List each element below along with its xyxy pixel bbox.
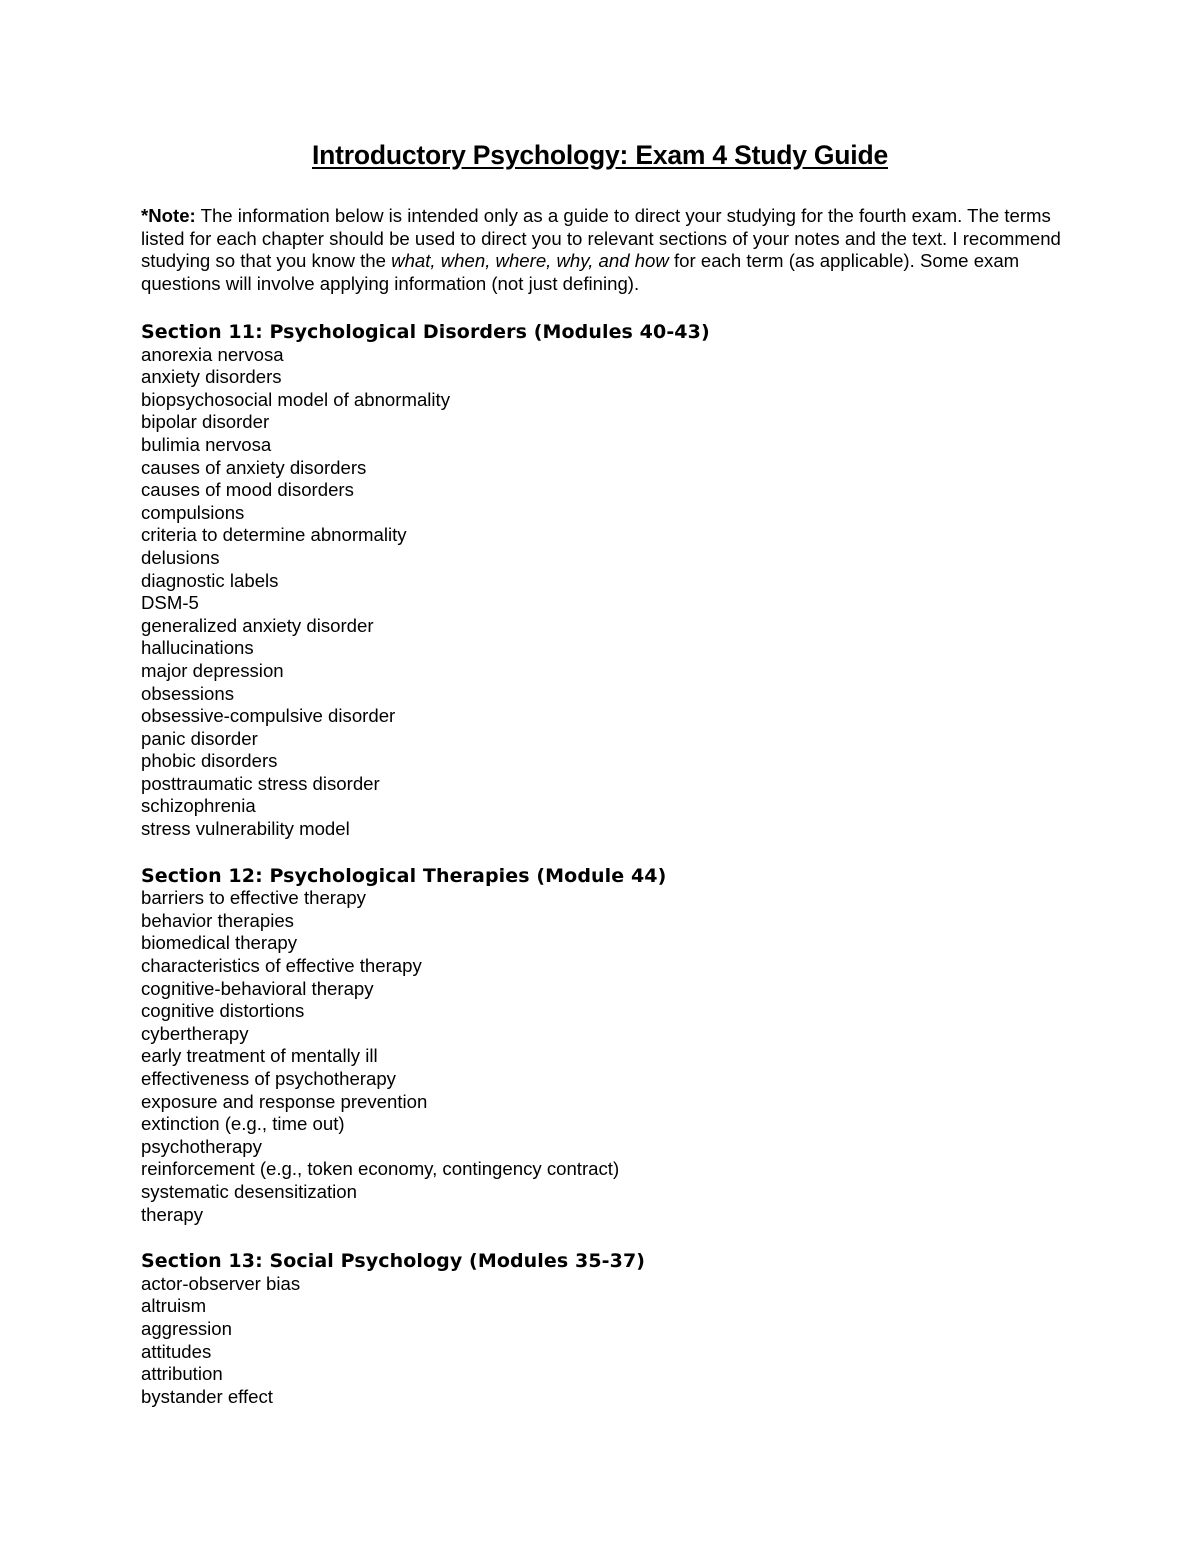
term-item: attribution bbox=[141, 1363, 223, 1385]
term-item: hallucinations bbox=[141, 637, 254, 659]
document-title: Introductory Psychology: Exam 4 Study Guide bbox=[312, 140, 888, 170]
term-item: major depression bbox=[141, 659, 284, 681]
term-item: delusions bbox=[141, 546, 220, 568]
term-list bbox=[141, 344, 1041, 841]
term-item: diagnostic labels bbox=[141, 569, 279, 591]
term-item: stress vulnerability model bbox=[141, 818, 350, 840]
section-11 bbox=[141, 321, 1041, 841]
section-13 bbox=[141, 1250, 1041, 1408]
term-item: obsessive-compulsive disorder bbox=[141, 705, 396, 727]
term-item: effectiveness of psychotherapy bbox=[141, 1068, 396, 1089]
term-item: obsessions bbox=[141, 682, 235, 704]
term-item: biomedical therapy bbox=[141, 932, 298, 954]
term-item: DSM-5 bbox=[141, 592, 199, 614]
term-item: aggression bbox=[141, 1317, 232, 1339]
term-item: extinction (e.g., time out) bbox=[141, 1113, 345, 1135]
note-text-part-1: The information below is intended only as a guide to direct your studying for the fourth exam. The terms listed for each chapter should be used to direct you to relevant sections of your notes and the text. I recommend studying so that you know the bbox=[141, 205, 1061, 272]
term-item: actor-observer bias bbox=[141, 1272, 301, 1294]
term-item: attitudes bbox=[141, 1340, 212, 1362]
term-item: reinforcement (e.g., token economy, contingency contract) bbox=[141, 1158, 620, 1180]
note-label: *Note: bbox=[141, 205, 196, 226]
section-heading: Section 11: Psychological Disorders (Modules 40-43) bbox=[141, 321, 710, 343]
term-item: posttraumatic stress disorder bbox=[141, 772, 380, 794]
term-item: altruism bbox=[141, 1295, 207, 1317]
note-text-part-2: for each term (as applicable). Some exam questions will involve applying information (not just defining). bbox=[141, 250, 1020, 295]
term-item: causes of anxiety disorders bbox=[141, 456, 367, 478]
term-item: behavior therapies bbox=[141, 909, 294, 931]
term-item: cognitive distortions bbox=[141, 1000, 305, 1022]
term-item: panic disorder bbox=[141, 727, 258, 749]
term-item: characteristics of effective therapy bbox=[141, 955, 422, 977]
note-emphasis: what, when, where, why, and how bbox=[391, 250, 669, 272]
term-item: criteria to determine abnormality bbox=[141, 524, 407, 546]
term-item: anorexia nervosa bbox=[141, 343, 284, 365]
section-heading: Section 12: Psychological Therapies (Module 44) bbox=[141, 864, 667, 887]
term-item: systematic desensitization bbox=[141, 1180, 357, 1202]
term-item: causes of mood disorders bbox=[141, 479, 354, 501]
term-item: psychotherapy bbox=[141, 1135, 262, 1157]
term-item: schizophrenia bbox=[141, 795, 256, 817]
section-heading: Section 13: Social Psychology (Modules 35-37) bbox=[141, 1250, 646, 1273]
term-list bbox=[141, 1273, 1041, 1409]
term-item: biopsychosocial model of abnormality bbox=[141, 388, 451, 410]
term-item: bipolar disorder bbox=[141, 411, 270, 433]
term-item: early treatment of mentally ill bbox=[141, 1045, 378, 1067]
term-item: barriers to effective therapy bbox=[141, 887, 366, 909]
term-item: generalized anxiety disorder bbox=[141, 614, 374, 636]
term-item: compulsions bbox=[141, 501, 245, 523]
term-item: cognitive-behavioral therapy bbox=[141, 977, 374, 999]
term-item: cybertherapy bbox=[141, 1022, 249, 1044]
term-item: bystander effect bbox=[141, 1385, 273, 1407]
study-note bbox=[141, 205, 1071, 296]
term-item: anxiety disorders bbox=[141, 366, 282, 388]
term-item: bulimia nervosa bbox=[141, 433, 272, 455]
term-item: exposure and response prevention bbox=[141, 1090, 428, 1112]
sections-container bbox=[141, 321, 1041, 1432]
term-item: phobic disorders bbox=[141, 750, 278, 772]
term-list bbox=[141, 887, 1041, 1226]
term-item: therapy bbox=[141, 1203, 204, 1225]
section-12 bbox=[141, 865, 1041, 1227]
